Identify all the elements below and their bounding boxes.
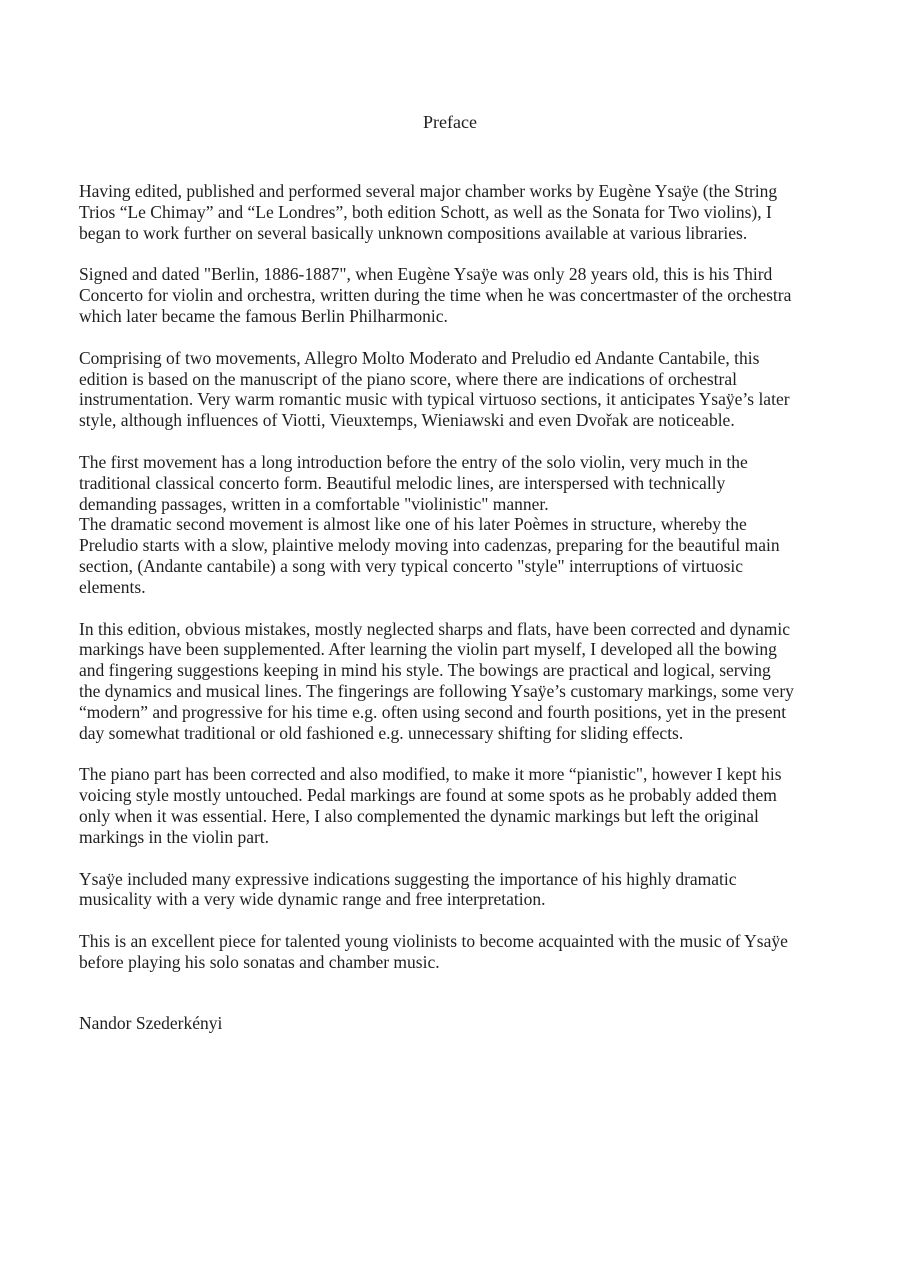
paragraph-movements: Comprising of two movements, Allegro Molto Moderato and Preludio ed Andante Cantabile, this edition is based on the manuscript of the piano score, where there are indications of orchestral instrumentation. Very warm romantic music with typical virtuoso sections, it anticipates Ysaÿe’s later style, although influences of Viotti, Vieuxtemps, Wieniawski and even Dvořak are noticeable. (79, 347, 790, 431)
paragraph-origin: Signed and dated "Berlin, 1886-1887", when Eugène Ysaÿe was only 28 years old, this is his Third Concerto for violin and orchestra, written during the time when he was concertmaster of the orchestra which later became the famous Berlin Philharmonic. (79, 264, 792, 326)
paragraph-first-movement: The first movement has a long introduction before the entry of the solo violin, very much in the traditional classical concerto form. Beautiful melodic lines, are interspersed with technically demanding passages, written in a comfortable "violinistic" manner. (79, 451, 748, 514)
paragraph-piano-part: The piano part has been corrected and also modified, to make it more “pianistic", however I kept his voicing style mostly untouched. Pedal markings are found at some spots as he probably added them only when it was essential. Here, I also complemented the dynamic markings but left the original markings in the violin part. (79, 764, 782, 847)
paragraph-expression: Ysaÿe included many expressive indications suggesting the importance of his highly dramatic musicality with a very wide dynamic range and free interpretation. (79, 868, 737, 910)
paragraph-recommendation: This is an excellent piece for talented young violinists to become acquainted with the music of Ysaÿe before playing his solo sonatas and chamber music. (79, 931, 788, 972)
author-signature: Nandor Szederkényi (79, 1013, 223, 1033)
preface-body (79, 181, 829, 994)
paragraph-intro: Having edited, published and performed several major chamber works by Eugène Ysaÿe (the String Trios “Le Chimay” and “Le Londres”, both edition Schott, as well as the Sonata for Two violins), I began to work further on several basically unknown compositions available at various libraries. (79, 181, 778, 243)
paragraph-second-movement: The dramatic second movement is almost like one of his later Poèmes in structure, whereby the Preludio starts with a slow, plaintive melody moving into cadenzas, preparing for the beautiful main section, (Andante cantabile) a song with very typical concerto "style" interruptions of virtuosic elements. (79, 514, 780, 597)
page-title: Preface (423, 112, 477, 132)
paragraph-edition: In this edition, obvious mistakes, mostly neglected sharps and flats, have been corrected and dynamic markings have been supplemented. After learning the violin part myself, I developed all the bowing and fingering suggestions keeping in mind his style. The bowings are practical and logical, serving the dynamics and musical lines. The fingerings are following Ysaÿe’s customary markings, some very “modern” and progressive for his time e.g. often using second and fourth positions, yet in the present day somewhat traditional or old fashioned e.g. unnecessary shifting for sliding effects. (79, 618, 794, 743)
